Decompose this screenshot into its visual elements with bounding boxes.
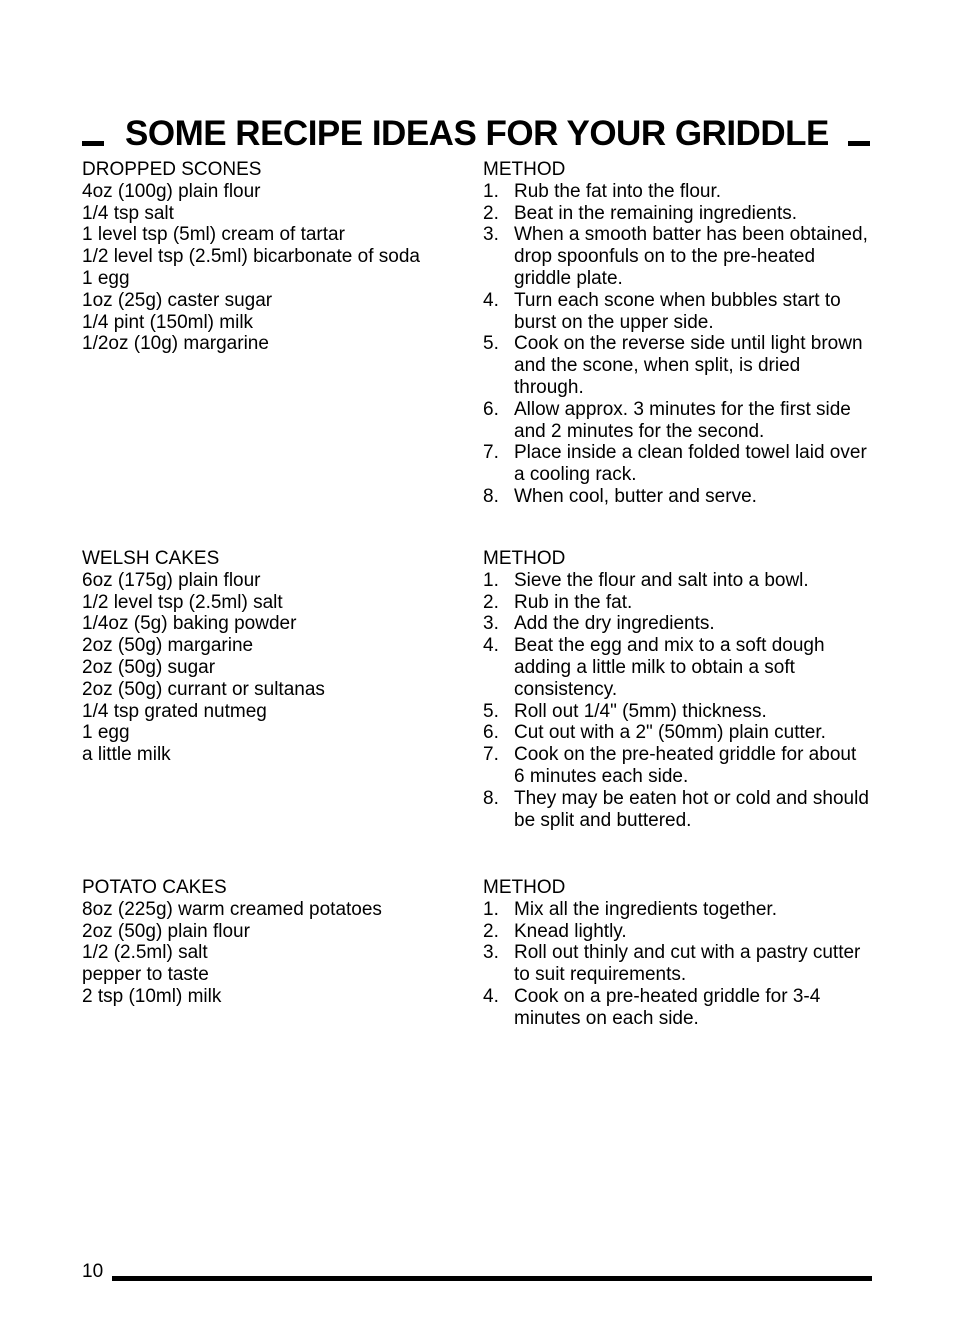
step-number: 4. xyxy=(483,289,499,311)
recipe-welsh-cakes xyxy=(82,548,872,838)
step-text: Roll out thinly and cut with a pastry cutter to suit requirements. xyxy=(514,942,861,986)
ingredient: 4oz (100g) plain flour xyxy=(82,180,261,202)
step-text: Sieve the flour and salt into a bowl. xyxy=(514,569,809,591)
footer-rule xyxy=(112,1276,872,1281)
recipe-dropped-scones xyxy=(82,159,872,509)
method-steps xyxy=(483,181,872,508)
method-step xyxy=(483,722,872,744)
step-number: 8. xyxy=(483,485,499,507)
recipe-name: DROPPED SCONES xyxy=(82,159,262,180)
method-step xyxy=(483,635,872,700)
step-text: Beat the egg and mix to a soft dough adding a little milk to obtain a soft consistency. xyxy=(514,635,825,700)
step-number: 2. xyxy=(483,920,499,942)
ingredient: 2oz (50g) plain flour xyxy=(82,920,250,942)
step-text: Cook on the reverse side until light brown and the scone, when split, is dried through. xyxy=(514,333,863,398)
step-number: 7. xyxy=(483,442,499,464)
method-column xyxy=(483,877,872,1030)
method-step xyxy=(483,224,872,289)
ingredient: 1/4 pint (150ml) milk xyxy=(82,311,254,333)
method-step xyxy=(483,942,872,986)
ingredient: 2oz (50g) sugar xyxy=(82,656,216,678)
method-step xyxy=(483,592,872,614)
method-step xyxy=(483,570,872,592)
ingredient: a little milk xyxy=(82,744,171,766)
ingredients-column xyxy=(82,548,467,766)
ingredient: 6oz (175g) plain flour xyxy=(82,569,261,591)
step-number: 5. xyxy=(483,700,499,722)
ingredient: 1/4 tsp grated nutmeg xyxy=(82,700,267,722)
ingredients-column xyxy=(82,159,467,355)
step-text: Cut out with a 2" (50mm) plain cutter. xyxy=(514,722,826,744)
step-number: 2. xyxy=(483,202,499,224)
method-step xyxy=(483,921,872,943)
step-text: Allow approx. 3 minutes for the first side and 2 minutes for the second. xyxy=(514,398,851,442)
step-number: 5. xyxy=(483,333,499,355)
method-label: METHOD xyxy=(483,877,566,898)
step-text: Beat in the remaining ingredients. xyxy=(514,202,798,224)
method-label: METHOD xyxy=(483,159,566,180)
step-number: 4. xyxy=(483,985,499,1007)
step-number: 4. xyxy=(483,635,499,657)
page-title: SOME RECIPE IDEAS FOR YOUR GRIDDLE xyxy=(125,114,829,153)
ingredient: 1/2oz (10g) margarine xyxy=(82,333,269,355)
step-text: Place inside a clean folded towel laid over a cooling rack. xyxy=(514,442,867,486)
method-step xyxy=(483,899,872,921)
method-step xyxy=(483,333,872,398)
step-text: Rub the fat into the flour. xyxy=(514,180,722,202)
step-text: Turn each scone when bubbles start to burst on the upper side. xyxy=(514,289,841,333)
step-text: Add the dry ingredients. xyxy=(514,613,715,635)
ingredient: 1 egg xyxy=(82,267,130,289)
ingredient: 1/2 level tsp (2.5ml) bicarbonate of soda xyxy=(82,246,420,268)
method-step xyxy=(483,181,872,203)
page-footer xyxy=(82,1260,872,1284)
step-number: 8. xyxy=(483,787,499,809)
ingredient: 1/4oz (5g) baking powder xyxy=(82,613,297,635)
step-number: 1. xyxy=(483,898,499,920)
method-column xyxy=(483,159,872,508)
ingredient: pepper to taste xyxy=(82,964,209,986)
step-number: 6. xyxy=(483,722,499,744)
method-step xyxy=(483,290,872,334)
method-step xyxy=(483,399,872,443)
method-step xyxy=(483,701,872,723)
method-step xyxy=(483,613,872,635)
method-step xyxy=(483,986,872,1030)
method-steps xyxy=(483,899,872,1030)
step-text: Roll out 1/4" (5mm) thickness. xyxy=(514,700,767,722)
step-number: 1. xyxy=(483,569,499,591)
title-row xyxy=(82,112,872,160)
step-number: 3. xyxy=(483,942,499,964)
method-label: METHOD xyxy=(483,548,566,569)
ingredient: 1oz (25g) caster sugar xyxy=(82,289,273,311)
method-step xyxy=(483,442,872,486)
step-text: Mix all the ingredients together. xyxy=(514,898,777,920)
step-number: 1. xyxy=(483,180,499,202)
step-number: 3. xyxy=(483,224,499,246)
method-step xyxy=(483,744,872,788)
ingredient: 1/2 level tsp (2.5ml) salt xyxy=(82,591,283,613)
step-text: Cook on a pre-heated griddle for 3-4 minutes on each side. xyxy=(514,985,821,1029)
method-step xyxy=(483,203,872,225)
step-text: When cool, butter and serve. xyxy=(514,485,757,507)
method-step xyxy=(483,788,872,832)
step-number: 6. xyxy=(483,398,499,420)
ingredient: 1 egg xyxy=(82,722,130,744)
ingredient: 2oz (50g) currant or sultanas xyxy=(82,678,325,700)
title-dash-left xyxy=(82,141,104,146)
step-text: When a smooth batter has been obtained, drop spoonfuls on to the pre-heated griddle plate. xyxy=(514,224,868,289)
recipe-name: POTATO CAKES xyxy=(82,877,227,898)
ingredients-column xyxy=(82,877,467,1008)
recipe-potato-cakes xyxy=(82,877,872,1037)
ingredient: 2oz (50g) margarine xyxy=(82,635,254,657)
step-number: 7. xyxy=(483,744,499,766)
page-number: 10 xyxy=(82,1261,104,1282)
step-number: 2. xyxy=(483,591,499,613)
ingredient: 1/4 tsp salt xyxy=(82,202,174,224)
step-text: Cook on the pre-heated griddle for about 6 minutes each side. xyxy=(514,744,857,787)
step-text: They may be eaten hot or cold and should be split and buttered. xyxy=(514,787,869,831)
ingredient: 1/2 (2.5ml) salt xyxy=(82,942,208,964)
step-text: Rub in the fat. xyxy=(514,591,633,613)
title-dash-right xyxy=(848,141,870,146)
step-text: Knead lightly. xyxy=(514,920,627,942)
recipe-name: WELSH CAKES xyxy=(82,548,220,569)
ingredient: 1 level tsp (5ml) cream of tartar xyxy=(82,224,345,246)
ingredient: 2 tsp (10ml) milk xyxy=(82,985,222,1007)
step-number: 3. xyxy=(483,613,499,635)
method-step xyxy=(483,486,872,508)
method-column xyxy=(483,548,872,831)
method-steps xyxy=(483,570,872,832)
ingredient: 8oz (225g) warm creamed potatoes xyxy=(82,898,382,920)
